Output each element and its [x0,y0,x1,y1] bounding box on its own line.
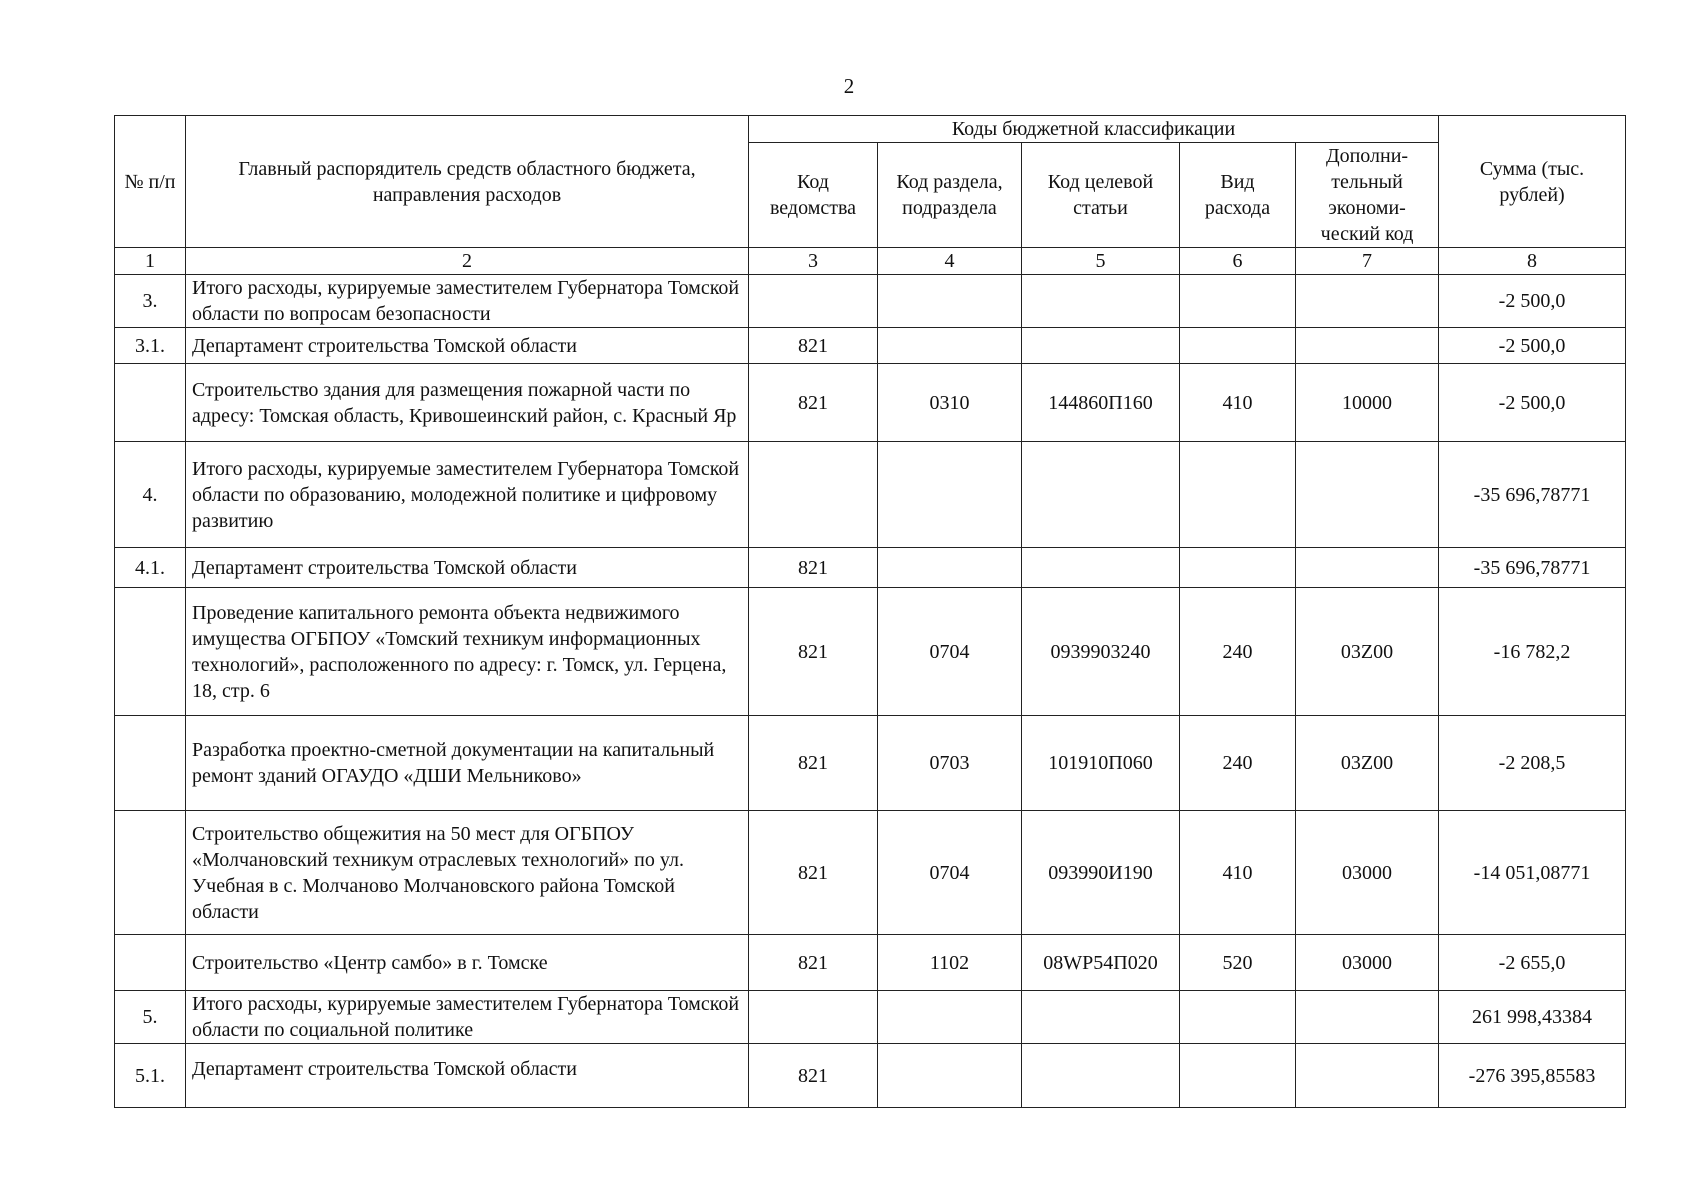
column-number: 2 [186,248,749,275]
column-number: 6 [1180,248,1296,275]
row-description: Итого расходы, курируемые заместителем Губернатора Томской области по образованию, молодежной политике и цифровому развитию [186,442,749,548]
row-description: Разработка проектно-сметной документации на капитальный ремонт зданий ОГАУДО «ДШИ Мельниково» [186,716,749,811]
row-sum: -276 395,85583 [1439,1044,1626,1108]
row-section-code [878,275,1022,328]
row-section-code [878,442,1022,548]
row-econ-code: 03000 [1296,811,1439,935]
row-dept-code [749,275,878,328]
row-expense-type [1180,275,1296,328]
row-econ-code [1296,1044,1439,1108]
table-row [115,275,1626,328]
row-description: Департамент строительства Томской области [186,328,749,364]
table-row [115,328,1626,364]
row-econ-code [1296,991,1439,1044]
column-number: 5 [1022,248,1180,275]
column-number-row [115,248,1626,275]
column-number: 8 [1439,248,1626,275]
row-expense-type [1180,991,1296,1044]
row-number [115,811,186,935]
row-dept-code: 821 [749,716,878,811]
row-expense-type [1180,548,1296,588]
row-sum: -14 051,08771 [1439,811,1626,935]
table-row [115,716,1626,811]
row-section-code: 0310 [878,364,1022,442]
header-sum: Сумма (тыс. рублей) [1439,116,1626,248]
header-number: № п/п [115,116,186,248]
row-target-code [1022,991,1180,1044]
row-expense-type [1180,328,1296,364]
row-dept-code: 821 [749,548,878,588]
column-number: 1 [115,248,186,275]
row-target-code: 0939903240 [1022,588,1180,716]
row-econ-code [1296,275,1439,328]
row-sum: -2 655,0 [1439,935,1626,991]
row-sum: -16 782,2 [1439,588,1626,716]
row-section-code [878,328,1022,364]
row-dept-code: 821 [749,1044,878,1108]
row-dept-code: 821 [749,588,878,716]
row-section-code [878,991,1022,1044]
header-codes-group: Коды бюджетной классификации [749,116,1439,143]
row-description: Проведение капитального ремонта объекта недвижимого имущества ОГБПОУ «Томский техникум информационных технологий», расположенного по адресу: г. Томск, ул. Герцена, 18, стр. 6 [186,588,749,716]
row-section-code [878,1044,1022,1108]
row-target-code [1022,442,1180,548]
row-expense-type: 410 [1180,364,1296,442]
row-econ-code [1296,328,1439,364]
table-row [115,935,1626,991]
row-econ-code: 03Z00 [1296,716,1439,811]
header-name: Главный распорядитель средств областного бюджета, направления расходов [186,116,749,248]
row-dept-code: 821 [749,935,878,991]
row-expense-type: 240 [1180,716,1296,811]
row-dept-code [749,991,878,1044]
row-sum: -2 500,0 [1439,328,1626,364]
row-section-code: 1102 [878,935,1022,991]
row-expense-type [1180,442,1296,548]
row-econ-code [1296,548,1439,588]
row-dept-code: 821 [749,328,878,364]
row-target-code [1022,548,1180,588]
table-row [115,364,1626,442]
row-expense-type: 240 [1180,588,1296,716]
row-section-code: 0704 [878,588,1022,716]
budget-table [114,115,1626,1108]
header-expense-type: Вид расхода [1180,143,1296,248]
row-expense-type: 410 [1180,811,1296,935]
row-number: 3.1. [115,328,186,364]
table-row [115,548,1626,588]
row-description: Итого расходы, курируемые заместителем Губернатора Томской области по вопросам безопасности [186,275,749,328]
row-sum: -2 500,0 [1439,364,1626,442]
row-number: 4. [115,442,186,548]
row-dept-code: 821 [749,811,878,935]
row-description: Строительство здания для размещения пожарной части по адресу: Томская область, Кривошеинский район, с. Красный Яр [186,364,749,442]
row-dept-code: 821 [749,364,878,442]
column-number: 4 [878,248,1022,275]
row-expense-type [1180,1044,1296,1108]
row-sum: 261 998,43384 [1439,991,1626,1044]
row-number: 4.1. [115,548,186,588]
row-sum: -2 500,0 [1439,275,1626,328]
table-row [115,811,1626,935]
row-expense-type: 520 [1180,935,1296,991]
header-target-code: Код целевой статьи [1022,143,1180,248]
row-description: Строительство «Центр самбо» в г. Томске [186,935,749,991]
row-target-code: 101910П060 [1022,716,1180,811]
row-econ-code: 03Z00 [1296,588,1439,716]
row-econ-code: 03000 [1296,935,1439,991]
table-row [115,991,1626,1044]
row-target-code [1022,328,1180,364]
row-target-code: 144860П160 [1022,364,1180,442]
row-description: Департамент строительства Томской области [186,1044,749,1108]
row-econ-code [1296,442,1439,548]
header-dept-code: Код ведомства [749,143,878,248]
row-section-code: 0703 [878,716,1022,811]
row-target-code [1022,1044,1180,1108]
row-number: 5. [115,991,186,1044]
row-sum: -2 208,5 [1439,716,1626,811]
row-number: 5.1. [115,1044,186,1108]
row-description: Строительство общежития на 50 мест для ОГБПОУ «Молчановский техникум отраслевых технологий» по ул. Учебная в с. Молчаново Молчановского района Томской области [186,811,749,935]
row-sum: -35 696,78771 [1439,548,1626,588]
row-target-code [1022,275,1180,328]
row-number [115,716,186,811]
row-number: 3. [115,275,186,328]
row-number [115,364,186,442]
row-dept-code [749,442,878,548]
header-section-code: Код раздела, подраздела [878,143,1022,248]
table-row [115,588,1626,716]
header-econ-code: Дополни-тельный экономи-ческий код [1296,143,1439,248]
table-row [115,442,1626,548]
column-number: 3 [749,248,878,275]
row-econ-code: 10000 [1296,364,1439,442]
page-number: 2 [843,74,855,98]
row-description: Департамент строительства Томской области [186,548,749,588]
column-number: 7 [1296,248,1439,275]
row-target-code: 08WP54П020 [1022,935,1180,991]
row-number [115,935,186,991]
row-number [115,588,186,716]
row-target-code: 093990И190 [1022,811,1180,935]
table-row [115,1044,1626,1108]
row-section-code [878,548,1022,588]
row-sum: -35 696,78771 [1439,442,1626,548]
row-description: Итого расходы, курируемые заместителем Губернатора Томской области по социальной политике [186,991,749,1044]
row-section-code: 0704 [878,811,1022,935]
